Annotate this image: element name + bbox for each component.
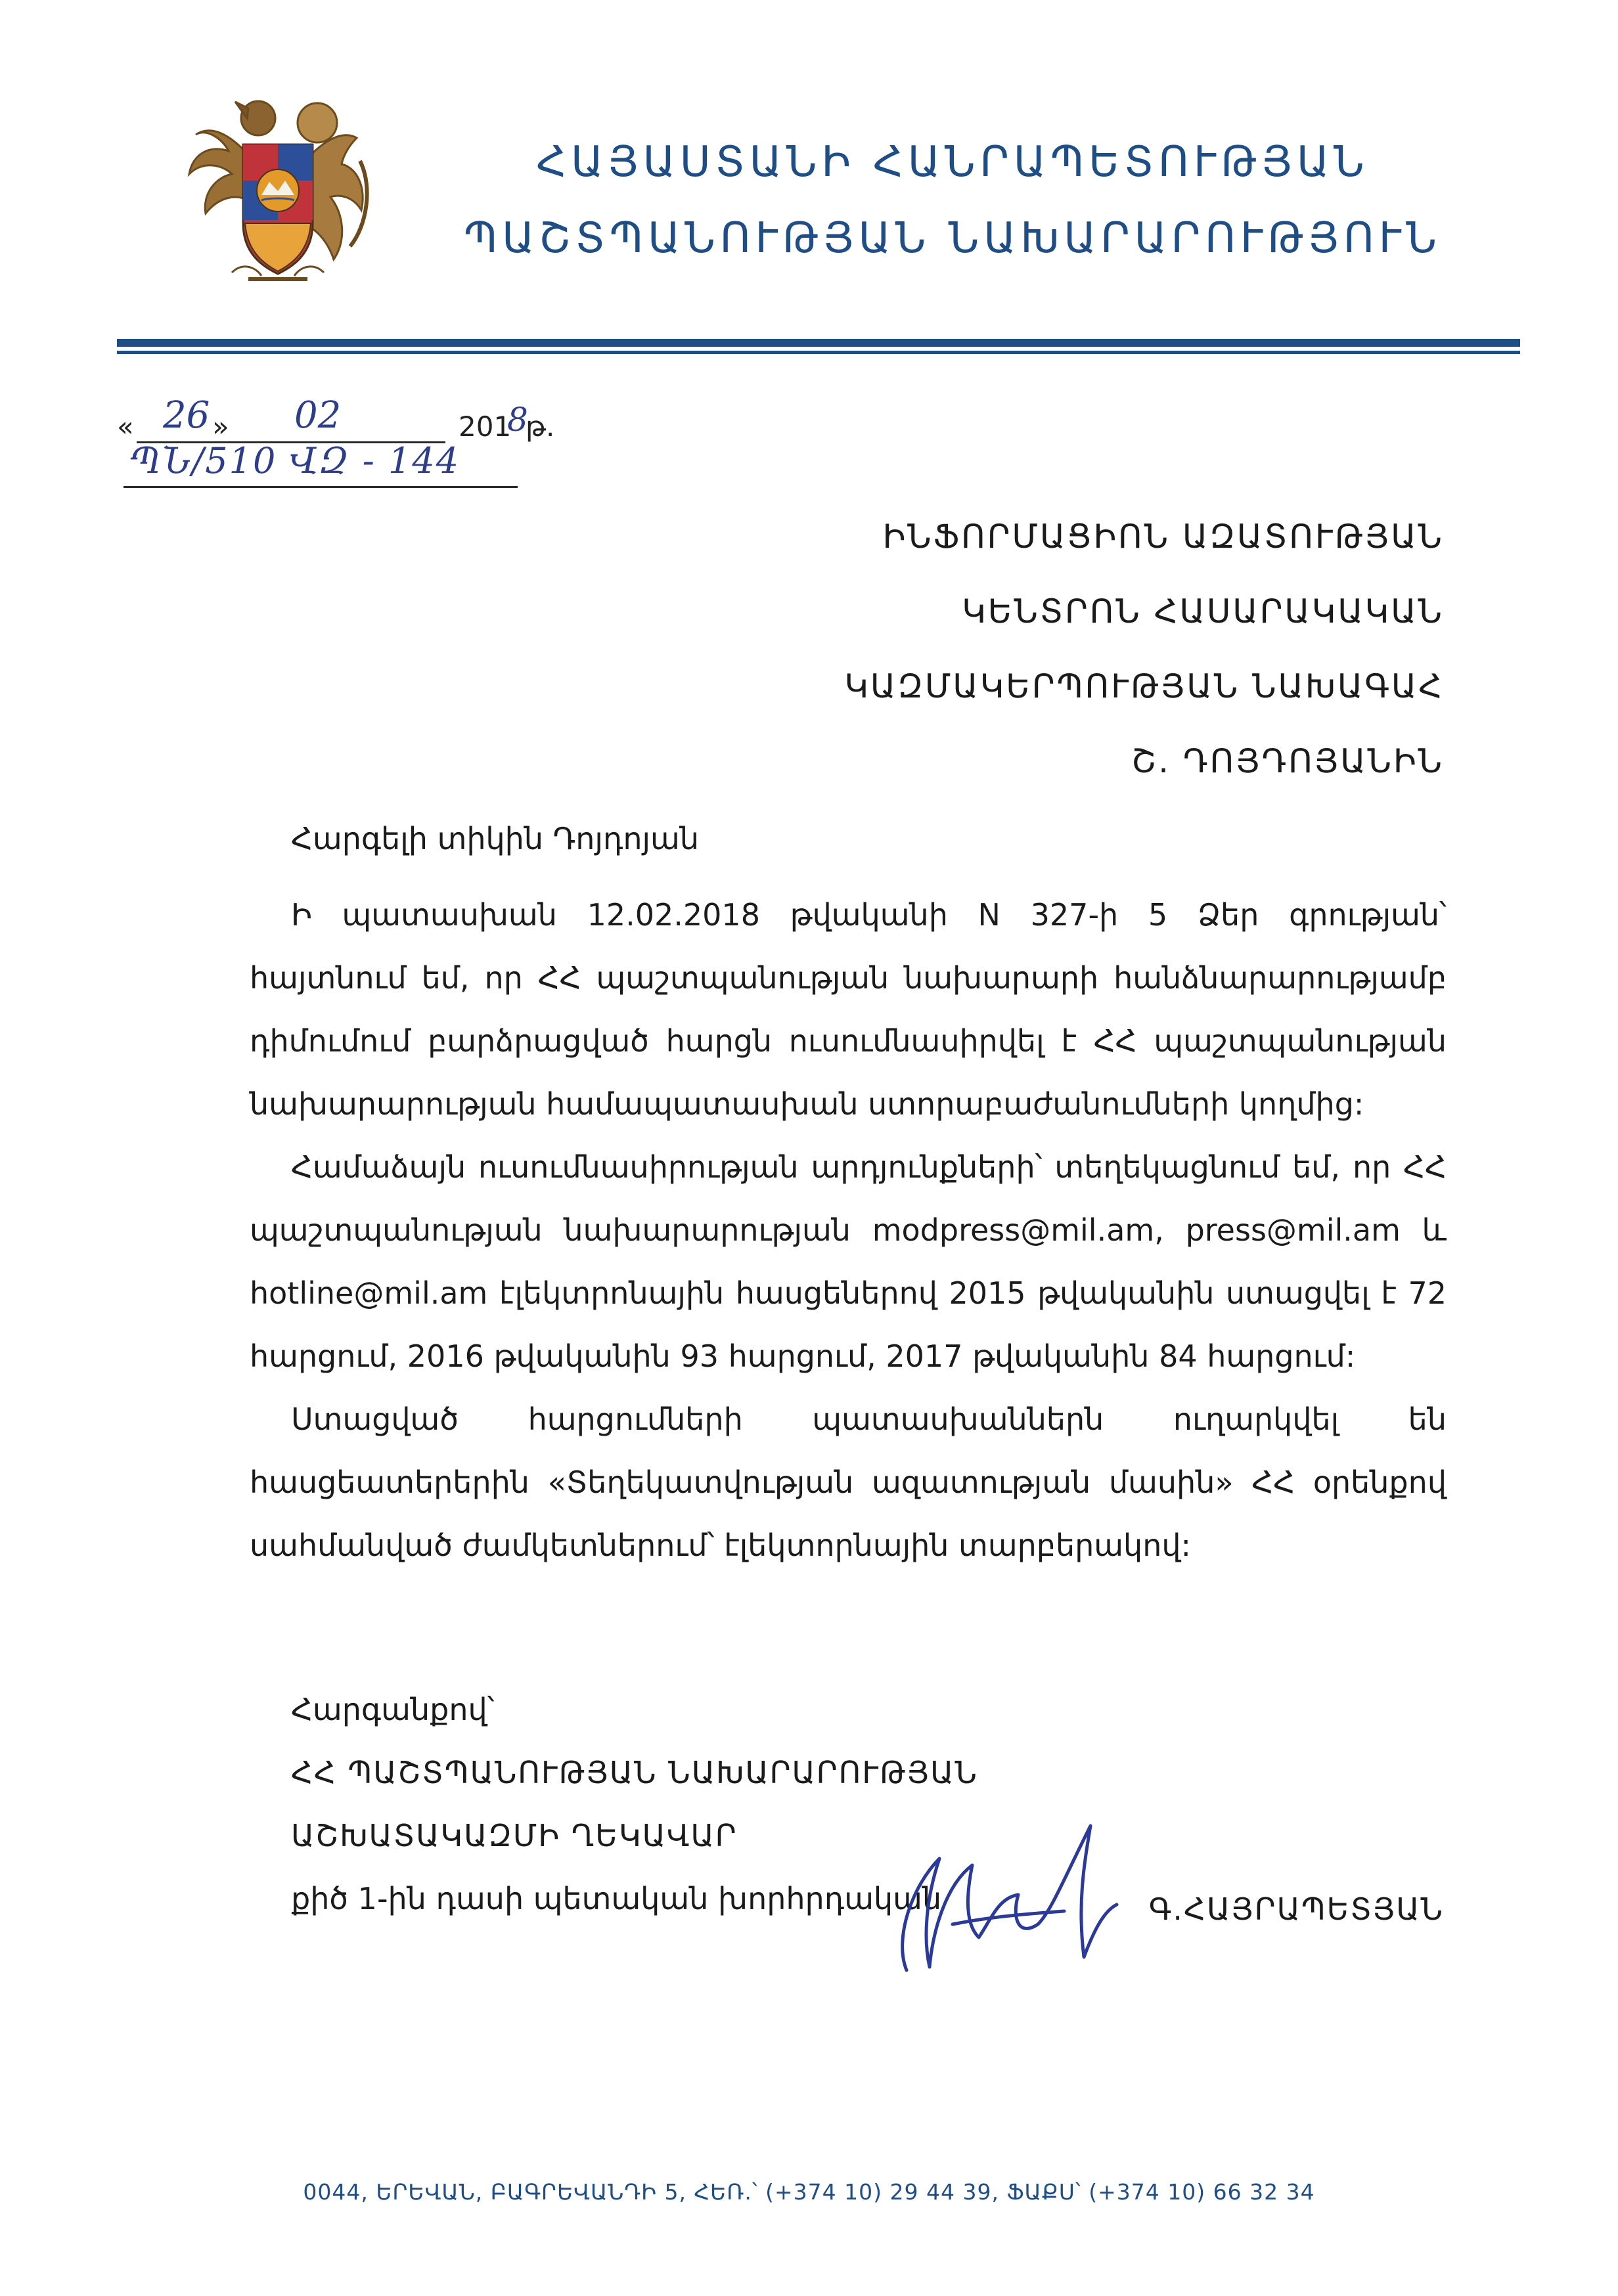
addressee-line1: ԻՆՖՈՐՄԱՑԻՈՆ ԱԶԱՏՈՒԹՅԱՆ: [882, 518, 1444, 556]
closing-line2: ԱՇԽԱՏԱԿԱԶՄԻ ՂԵԿԱՎԱՐ: [291, 1818, 738, 1853]
footer-contact: 0044, ԵՐԵՎԱՆ, ԲԱԳՐԵՎԱՆԴԻ 5, ՀԵՌ.՝ (+374 10) 29 44 39, ՖԱՔՍ՝ (+374 10) 66 32 34: [303, 2179, 1315, 2205]
addressee-block: [844, 499, 1444, 799]
addressee-line3: ԿԱԶՄԱԿԵՐՊՈՒԹՅԱՆ ՆԱԽԱԳԱՀ: [844, 667, 1444, 705]
date-year-hand: 8: [507, 401, 528, 439]
signer-name: Գ.ՀԱՅՐԱՊԵՏՅԱՆ: [1148, 1891, 1444, 1927]
ministry-title-line1: ՀԱՅԱՍՏԱՆԻ ՀԱՆՐԱՊԵՏՈՒԹՅԱՆ: [536, 138, 1369, 187]
date-day: 26: [163, 394, 210, 437]
date-year-suffix: թ.: [526, 410, 555, 443]
date-quote-close: »: [212, 410, 229, 443]
date-month: 02: [294, 394, 342, 437]
date-line: [117, 394, 555, 447]
header-rule-thin: [117, 351, 1520, 354]
reference-number: [117, 440, 524, 493]
closing-line3: քիծ 1-ին դասի պետական խորհրդական: [291, 1881, 942, 1916]
letter-body: [250, 883, 1447, 1577]
coat-of-arms-icon: [169, 82, 386, 299]
body-paragraph-3: Ստացված հարցումների պատասխաններն ուղարկվել են հասցեատերերին «Տեղեկատվության ազատության մասին» ՀՀ օրենքով սահմանված ժամկետներում՝ էլեկտորնային տարբերակով:: [250, 1402, 1447, 1563]
addressee-line4: Շ. ԴՈՅԴՈՅԱՆԻՆ: [1131, 742, 1444, 780]
closing-regards: Հարգանքով՝: [291, 1692, 495, 1727]
body-paragraph-1: Ի պատասխան 12.02.2018 թվականի N 327-ի 5 Ձեր գրության՝ հայտնում եմ, որ ՀՀ պաշտպանության նախարարի հանձնարարությամբ դիմումում բարձրացված հարցն ուսումնասիրվել է ՀՀ պաշտպանության նախարարության համապատասխան ստորաբաժանումների կողմից:: [250, 897, 1447, 1122]
reference-number-value: ՊՆ/510 ՎԶ - 144: [130, 440, 461, 481]
date-year-printed: 201: [459, 410, 512, 443]
body-paragraph-2: Համաձայն ուսումնասիրության արդյունքների՝ տեղեկացնում եմ, որ ՀՀ պաշտպանության նախարարության modpress@mil.am, press@mil.am և hotline@mil.am էլեկտրոնային հասցեներով 2015 թվականին ստացվել է 72 հարցում, 2016 թվականին 93 հարցում, 2017 թվականին 84 հարցում:: [250, 1149, 1447, 1374]
closing-line1: ՀՀ ՊԱՇՏՊԱՆՈՒԹՅԱՆ ՆԱԽԱՐԱՐՈՒԹՅԱՆ: [291, 1755, 978, 1790]
addressee-line2: ԿԵՆՏՐՈՆ ՀԱՍԱՐԱԿԱԿԱՆ: [962, 592, 1444, 630]
header-rule-thick: [117, 339, 1520, 347]
handwritten-signature: [867, 1786, 1143, 1997]
ministry-title: [394, 138, 1511, 294]
ministry-title-line2: ՊԱՇՏՊԱՆՈՒԹՅԱՆ ՆԱԽԱՐԱՐՈՒԹՅՈՒՆ: [464, 214, 1441, 263]
salutation: Հարգելի տիկին Դոյդոյան: [291, 821, 699, 856]
date-quote-open: «: [117, 410, 134, 443]
reference-underline: [124, 486, 518, 488]
